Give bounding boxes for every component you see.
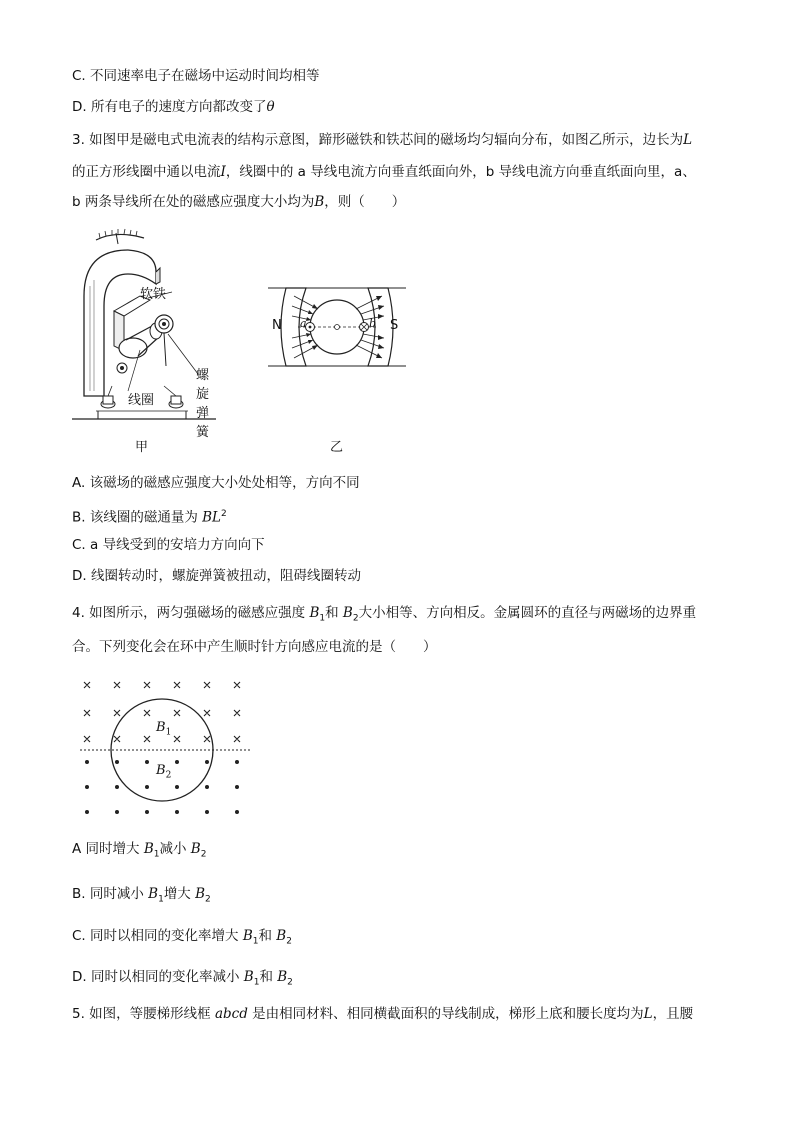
label-a: a [300,317,307,330]
q3-option-c: C. a 导线受到的安培力方向向下 [72,537,265,553]
label-S: S [390,318,399,333]
q3-option-d: D. 线圈转动时，螺旋弹簧被扭动，阻碍线圈转动 [72,568,361,584]
figure-jia-galvanometer [68,226,218,440]
q3-stem-line3: b 两条导线所在处的磁感应强度大小均为B，则（ ） [72,194,406,210]
figure-4-ring-fields [78,676,253,818]
q2-option-c: C. 不同速率电子在磁场中运动时间均相等 [72,68,320,84]
label-ruantie: 软铁 [140,287,167,302]
label-coil: 线圈 [128,393,155,408]
q3-option-b: B. 该线圈的磁通量为 $BL^2$ [72,509,227,526]
caption-yi: 乙 [330,440,344,455]
label-B1: $B_1$ [156,720,172,738]
q4-option-d: D. 同时以相同的变化率减小 $B_1$和 $B_2$ [72,969,293,988]
q4-stem-line2: 合。下列变化会在环中产生顺时针方向感应电流的是（ ） [72,639,437,655]
q4-stem-line1: 4. 如图所示，两匀强磁场的磁感应强度 $B_1$和 $B_2$大小相等、方向相反。金属圆环的直径与两磁场的边界重 [72,605,697,624]
q4-option-b: B. 同时减小 $B_1$增大 $B_2$ [72,886,211,905]
q2-option-d: D. 所有电子的速度方向都改变了θ [72,99,275,115]
q3-stem-line2: 的正方形线圈中通以电流I，线圈中的 a 导线电流方向垂直纸面向外，b 导线电流方向垂直纸面向里，a、 [72,164,696,180]
q3-stem-line1: 3. 如图甲是磁电式电流表的结构示意图，蹄形磁铁和铁芯间的磁场均匀辐向分布，如图乙所示，边长为L [72,132,693,148]
q3-option-a: A. 该磁场的磁感应强度大小处处相等，方向不同 [72,475,360,491]
label-b: b [369,317,377,330]
q5-stem-line1: 5. 如图，等腰梯形线框 abcd 是由相同材料、相同横截面积的导线制成，梯形上底和腰长度均为L，且腰 [72,1006,694,1022]
label-B2: $B_2$ [156,763,172,781]
label-spring: 螺旋弹簧 [196,368,210,440]
caption-jia: 甲 [135,440,149,455]
q4-option-c: C. 同时以相同的变化率增大 $B_1$和 $B_2$ [72,928,292,947]
label-N: N [272,318,282,333]
q4-option-a: A 同时增大 $B_1$减小 $B_2$ [72,841,207,860]
figure-yi-radial-field [262,282,412,372]
